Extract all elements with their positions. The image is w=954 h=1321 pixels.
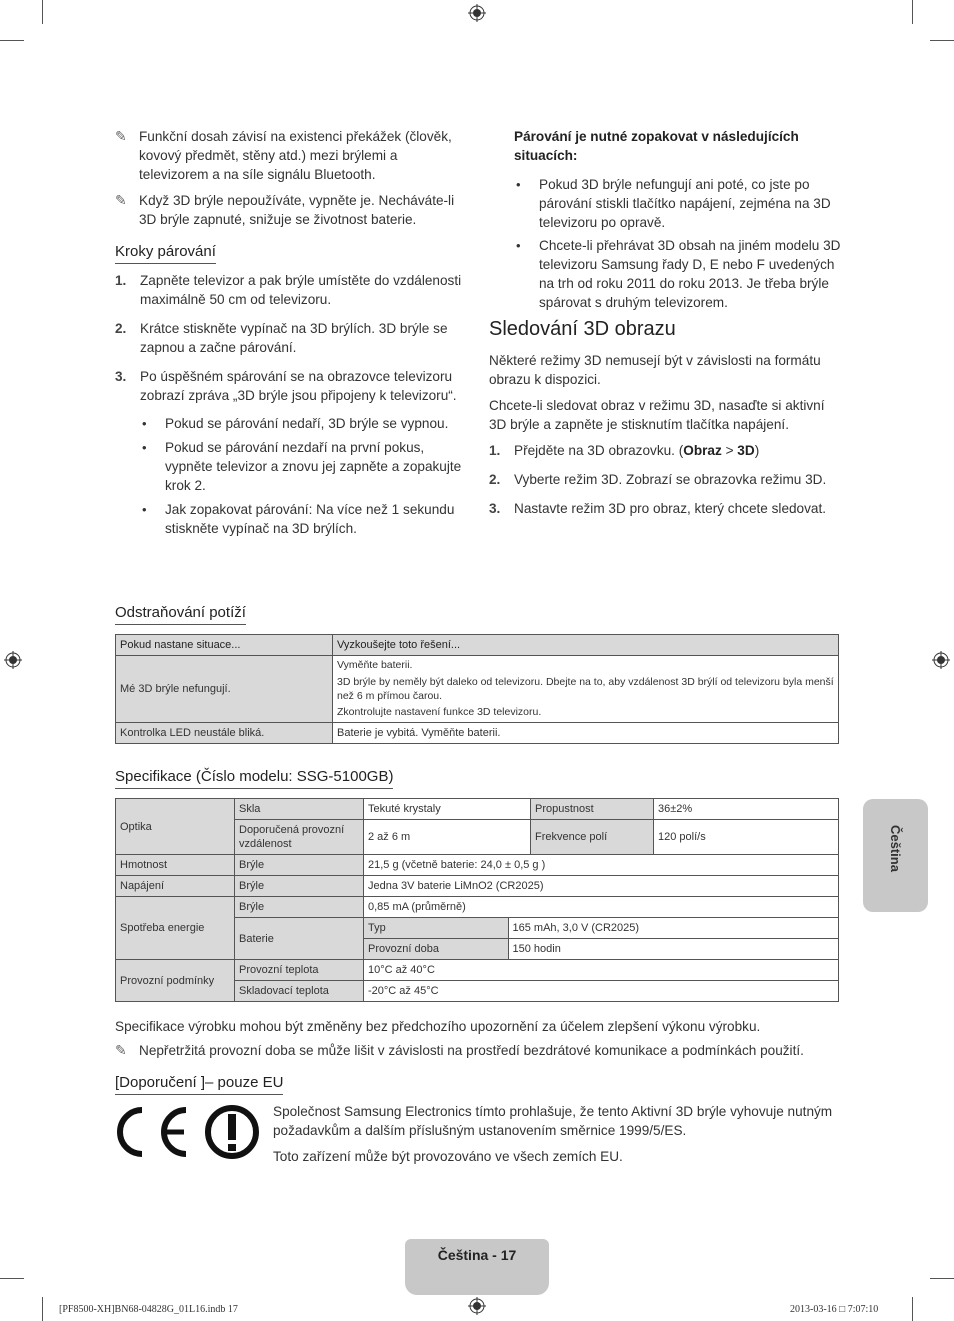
pairing-bullet: • Pokud se párování nedaří, 3D brýle se vypnou. — [142, 416, 449, 431]
table-cell: -20°C až 45°C — [364, 981, 839, 1002]
table-cell: Baterie je vybitá. Vyměňte baterii. — [333, 723, 839, 744]
crop-mark — [930, 1278, 954, 1279]
eu-heading: [Doporučení ]– pouze EU — [115, 1073, 283, 1095]
repeat-bullet: • Pokud 3D brýle nefungují ani poté, co jste po párování stiskli tlačítko napájení, zejména na 3D televizoru po opravě. — [516, 177, 831, 230]
registration-mark-icon — [4, 651, 22, 669]
repeat-heading: Párování je nutné zopakovat v následujících situacích: — [514, 129, 799, 163]
table-cell: Kontrolka LED neustále bliká. — [116, 723, 333, 744]
watching-step: 1. Přejděte na 3D obrazovku. (Obraz > 3D) — [489, 443, 760, 458]
section-title: Sledování 3D obrazu — [489, 318, 676, 340]
table-cell: Tekuté krystaly — [364, 799, 531, 820]
table-cell: Hmotnost — [116, 855, 235, 876]
crop-mark — [930, 40, 954, 41]
pairing-heading: Kroky párování — [115, 242, 216, 264]
table-header: Vyzkoušejte toto řešení... — [333, 635, 839, 656]
table-cell: Brýle — [235, 876, 364, 897]
table-cell: 10°C až 40°C — [364, 960, 839, 981]
registration-mark-icon — [468, 1297, 486, 1315]
table-cell: Vyměňte baterii. 3D brýle by neměly být daleko od televizoru. Dbejte na to, aby vzdálenost 3D brýlí od televizoru byla menší než 6 m přímou čarou. Zkontrolujte nastavení funkce 3D televizoru. — [333, 656, 839, 723]
pencil-icon: ✎ — [115, 192, 127, 208]
troubleshoot-heading: Odstraňování potíží — [115, 603, 246, 625]
print-footer-left: [PF8500-XH]BN68-04828G_01L16.indb 17 — [59, 1304, 238, 1315]
troubleshoot-table — [115, 634, 839, 744]
table-cell: Spotřeba energie — [116, 897, 235, 960]
note: ✎ Nepřetržitá provozní doba se může lišit v závislosti na prostředí bezdrátové komunikace a podmínkách použití. — [115, 1042, 804, 1058]
eu-text: Společnost Samsung Electronics tímto prohlašuje, že tento Aktivní 3D brýle vyhovuje nutným požadavkům a dalším příslušným ustanovením směrnice 1999/5/ES. — [273, 1104, 833, 1138]
watching-step: 2. Vyberte režim 3D. Zobrazí se obrazovka režimu 3D. — [489, 472, 827, 487]
watching-para: Chcete-li sledovat obraz v režimu 3D, nasaďte si aktivní 3D brýle a zapněte je stisknutím tlačítka napájení. — [489, 398, 825, 432]
spec-note: Specifikace výrobku mohou být změněny bez předchozího upozornění za účelem zlepšení výkonu výrobku. — [115, 1019, 761, 1034]
pairing-step: 2. Krátce stiskněte vypínač na 3D brýlích. 3D brýle se zapnou a začne párování. — [115, 321, 448, 355]
table-cell: Mé 3D brýle nefungují. — [116, 656, 333, 723]
registration-mark-icon — [932, 651, 950, 669]
note — [115, 191, 467, 229]
table-cell: Provozní teplota — [235, 960, 364, 981]
note-text: Funkční dosah závisí na existenci překážek (člověk, kovový předmět, stěny atd.) mezi brýlemi a televizorem a na síle signálu Bluetooth. — [139, 129, 452, 182]
table-cell: Napájení — [116, 876, 235, 897]
crop-mark — [0, 40, 24, 41]
table-cell: Provozní podmínky — [116, 960, 235, 1002]
table-cell: 2 až 6 m — [364, 820, 531, 855]
table-cell: Baterie — [235, 918, 364, 960]
crop-mark — [42, 1297, 43, 1321]
table-cell: Frekvence polí — [531, 820, 654, 855]
table-cell: 120 polí/s — [654, 820, 839, 855]
watching-step: 3. Nastavte režim 3D pro obraz, který chcete sledovat. — [489, 501, 827, 516]
table-cell: 36±2% — [654, 799, 839, 820]
table-header: Pokud nastane situace... — [116, 635, 333, 656]
ce-mark-icon — [114, 1104, 260, 1160]
crop-mark — [42, 0, 43, 24]
spec-heading: Specifikace (Číslo modelu: SSG-5100GB) — [115, 767, 393, 789]
pairing-bullet: • Pokud se párování nezdaří na první pokus, vypněte televizor a znovu jej zapněte a zopakujte krok 2. — [142, 440, 462, 493]
table-cell: Brýle — [235, 897, 364, 918]
pencil-icon: ✎ — [115, 1042, 127, 1058]
table-cell: Skla — [235, 799, 364, 820]
note — [115, 127, 467, 184]
pairing-step: 1. Zapněte televizor a pak brýle umístěte do vzdálenosti maximálně 50 cm od televizoru. — [115, 273, 462, 307]
table-cell: Skladovací teplota — [235, 981, 364, 1002]
print-footer-right: 2013-03-16 □ 7:07:10 — [790, 1304, 879, 1315]
table-cell: Typ — [364, 918, 508, 938]
table-cell: Provozní doba — [364, 939, 508, 959]
pairing-step: 3. Po úspěšném spárování se na obrazovce televizoru zobrazí zpráva „3D brýle jsou připojeny k televizoru“. — [115, 369, 457, 403]
repeat-bullet: • Chcete-li přehrávat 3D obsah na jiném modelu 3D televizoru Samsung řady D, E nebo F uvedených na trh od roku 2011 do roku 2013. Je třeba brýle spárovat s druhým televizorem. — [516, 238, 841, 310]
pairing-bullet: • Jak zopakovat párování: Na více než 1 sekundu stiskněte vypínač na 3D brýlích. — [142, 502, 455, 536]
table-cell: Brýle — [235, 855, 364, 876]
pencil-icon: ✎ — [115, 128, 127, 144]
page-number-tab: Čeština - 17 — [405, 1239, 549, 1295]
table-cell: 165 mAh, 3,0 V (CR2025) — [508, 918, 838, 938]
watching-para: Některé režimy 3D nemusejí být v závislosti na formátu obrazu k dispozici. — [489, 353, 821, 387]
table-cell: Propustnost — [531, 799, 654, 820]
table-cell: Jedna 3V baterie LiMnO2 (CR2025) — [364, 876, 839, 897]
note-text: Když 3D brýle nepoužíváte, vypněte je. Necháváte-li 3D brýle zapnuté, snižuje se životnost baterie. — [139, 193, 455, 227]
crop-mark — [912, 1297, 913, 1321]
crop-mark — [0, 1278, 24, 1279]
eu-text: Toto zařízení může být provozováno ve všech zemích EU. — [273, 1149, 623, 1164]
table-cell: 150 hodin — [508, 939, 838, 959]
language-side-tab: Čeština — [863, 799, 928, 912]
table-cell: 0,85 mA (průměrně) — [364, 897, 839, 918]
table-cell: 21,5 g (včetně baterie: 24,0 ± 0,5 g ) — [364, 855, 839, 876]
crop-mark — [912, 0, 913, 24]
spec-table — [115, 798, 839, 1002]
registration-mark-icon — [468, 4, 486, 22]
table-cell: Optika — [116, 799, 235, 855]
table-cell: Doporučená provozní vzdálenost — [235, 820, 364, 855]
